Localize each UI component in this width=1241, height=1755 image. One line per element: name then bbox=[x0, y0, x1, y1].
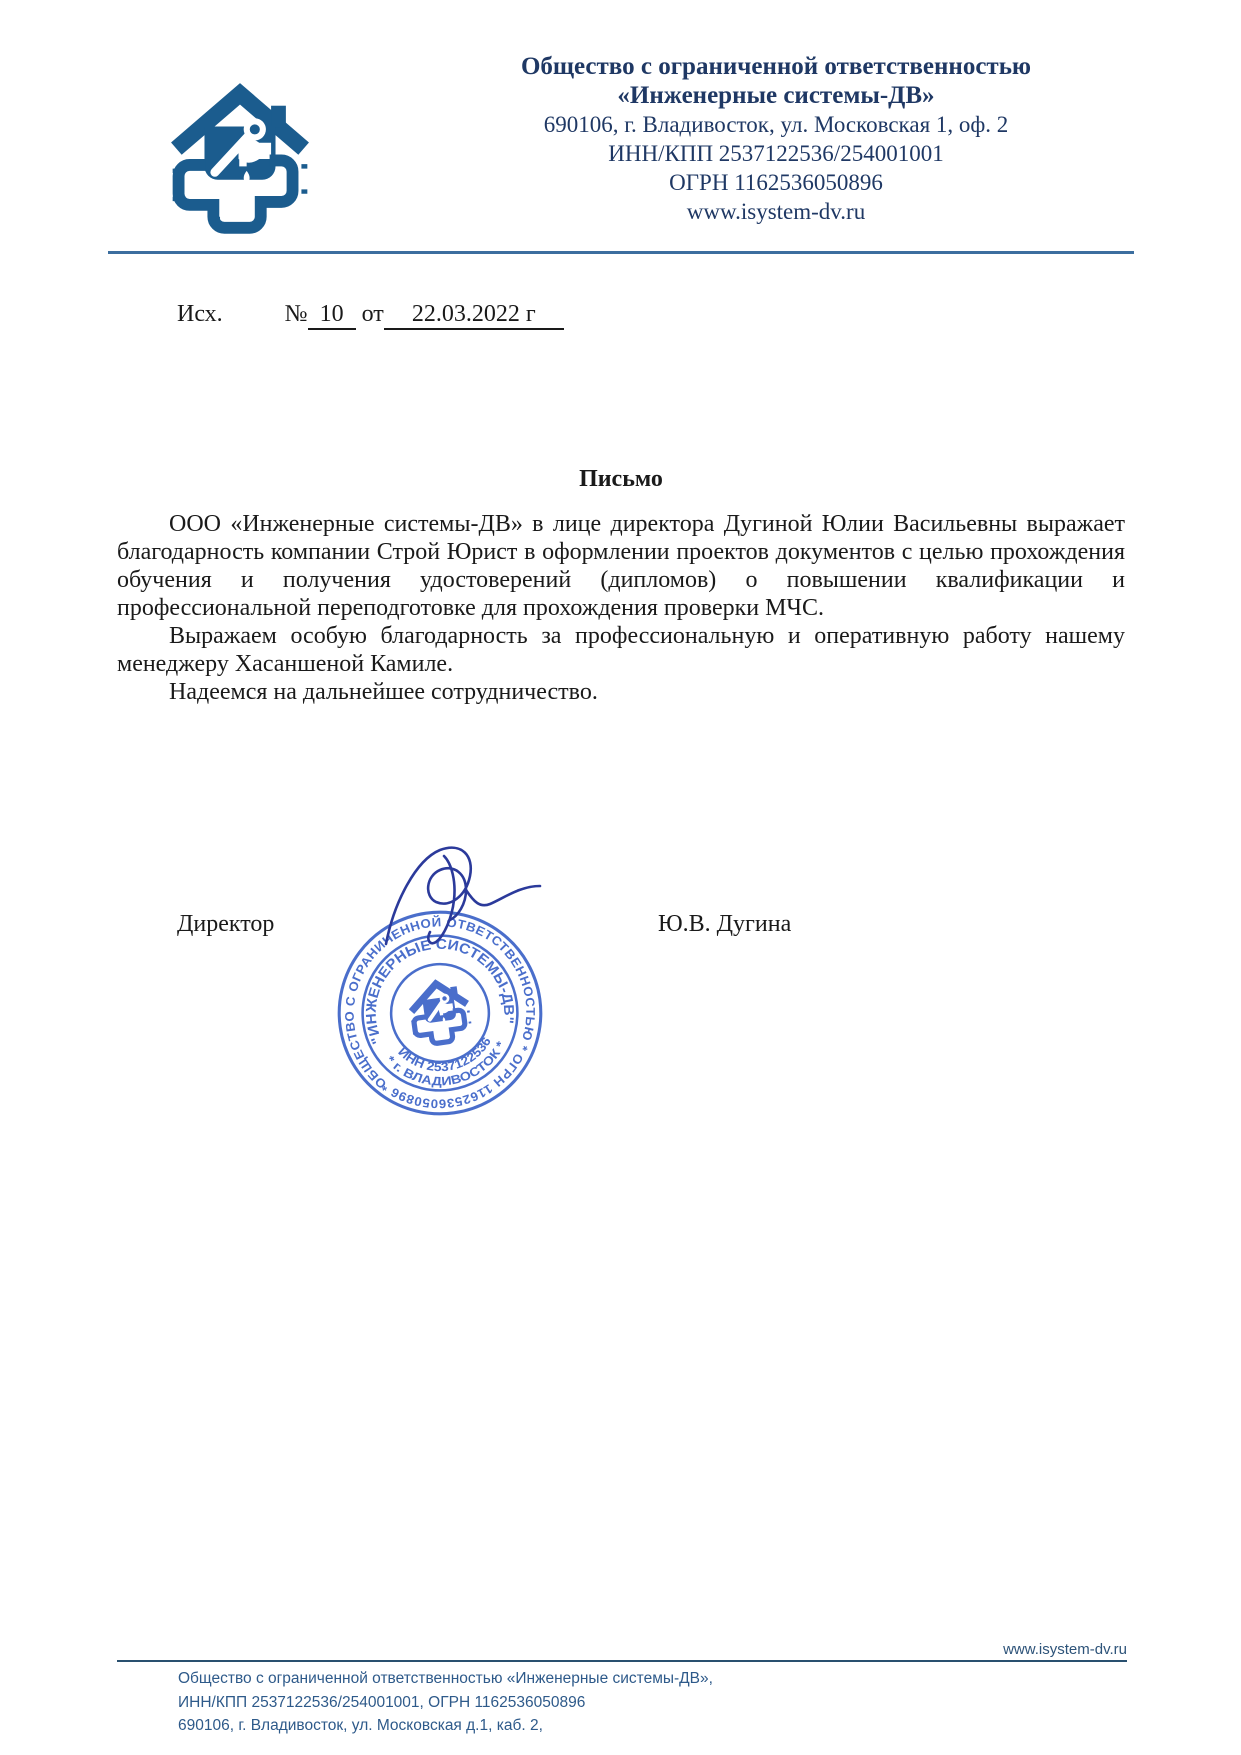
footer-org-line: Общество с ограниченной ответственностью «Инженерные системы-ДВ», bbox=[178, 1670, 713, 1687]
ref-date-value: 22.03.2022 г bbox=[384, 301, 564, 330]
outgoing-reference-line bbox=[177, 301, 564, 330]
stamp-outer-ring-text: ОБЩЕСТВО С ОГРАНИЧЕННОЙ ОТВЕТСТВЕННОСТЬЮ * ОГРН 1162536050896 * bbox=[342, 915, 538, 1111]
org-ogrn-line: ОГРН 1162536050896 bbox=[669, 170, 883, 195]
ref-number-value: 10 bbox=[308, 301, 356, 330]
ref-from-label: от bbox=[361, 301, 384, 327]
paragraph-cooperation: Надеемся на дальнейшее сотрудничество. bbox=[169, 679, 598, 705]
letterhead bbox=[420, 52, 1132, 226]
stamp-center-logo-icon bbox=[407, 980, 474, 1047]
signer-name: Ю.В. Дугина bbox=[658, 911, 792, 937]
signer-position: Директор bbox=[177, 911, 275, 937]
org-address-line: 690106, г. Владивосток, ул. Московская 1, оф. 2 bbox=[543, 112, 1009, 137]
stamp-inn-text: ИНН 2537122536 bbox=[395, 1035, 494, 1075]
header-divider bbox=[108, 251, 1134, 254]
footer-divider bbox=[117, 1660, 1127, 1662]
letter-title: Письмо bbox=[579, 466, 663, 492]
company-logo-plumbing-icon bbox=[166, 80, 314, 238]
footer-inn-line: ИНН/КПП 2537122536/254001001, ОГРН 1162536050896 bbox=[178, 1693, 586, 1711]
ref-number-sign: № bbox=[284, 301, 308, 327]
org-inn-kpp-line: ИНН/КПП 2537122536/254001001 bbox=[608, 141, 944, 166]
org-website-line: www.isystem-dv.ru bbox=[686, 199, 866, 224]
stamp-company-name-text: "ИНЖЕНЕРНЫЕ СИСТЕМЫ-ДВ" bbox=[363, 936, 517, 1047]
org-type-line: Общество с ограниченной ответственностью bbox=[520, 53, 1032, 80]
footer-requisites bbox=[178, 1667, 1078, 1738]
paragraph-gratitude: ООО «Инженерные системы-ДВ» в лице директора Дугиной Юлии Васильевны выражает благодарность компании Строй Юрист в оформлении проектов документов с целью прохождения обучения и получения удостоверений (дипломов) о повышении квалификации и профессиональной переподготовке для прохождения проверки МЧС. bbox=[117, 511, 1125, 621]
paragraph-manager-thanks: Выражаем особую благодарность за профессиональную и оперативную работу нашему менеджеру Хасаншеной Камиле. bbox=[117, 623, 1125, 677]
org-name-line: «Инженерные системы-ДВ» bbox=[617, 82, 935, 109]
footer-address-line: 690106, г. Владивосток, ул. Московская д.1, каб. 2, bbox=[178, 1717, 543, 1734]
ref-label: Исх. bbox=[177, 301, 223, 327]
letter-body bbox=[117, 510, 1125, 706]
stamp-city-text: * г. ВЛАДИВОСТОК * bbox=[383, 1039, 508, 1089]
footer-website: www.isystem-dv.ru bbox=[1003, 1641, 1127, 1658]
handwritten-signature bbox=[378, 842, 548, 962]
